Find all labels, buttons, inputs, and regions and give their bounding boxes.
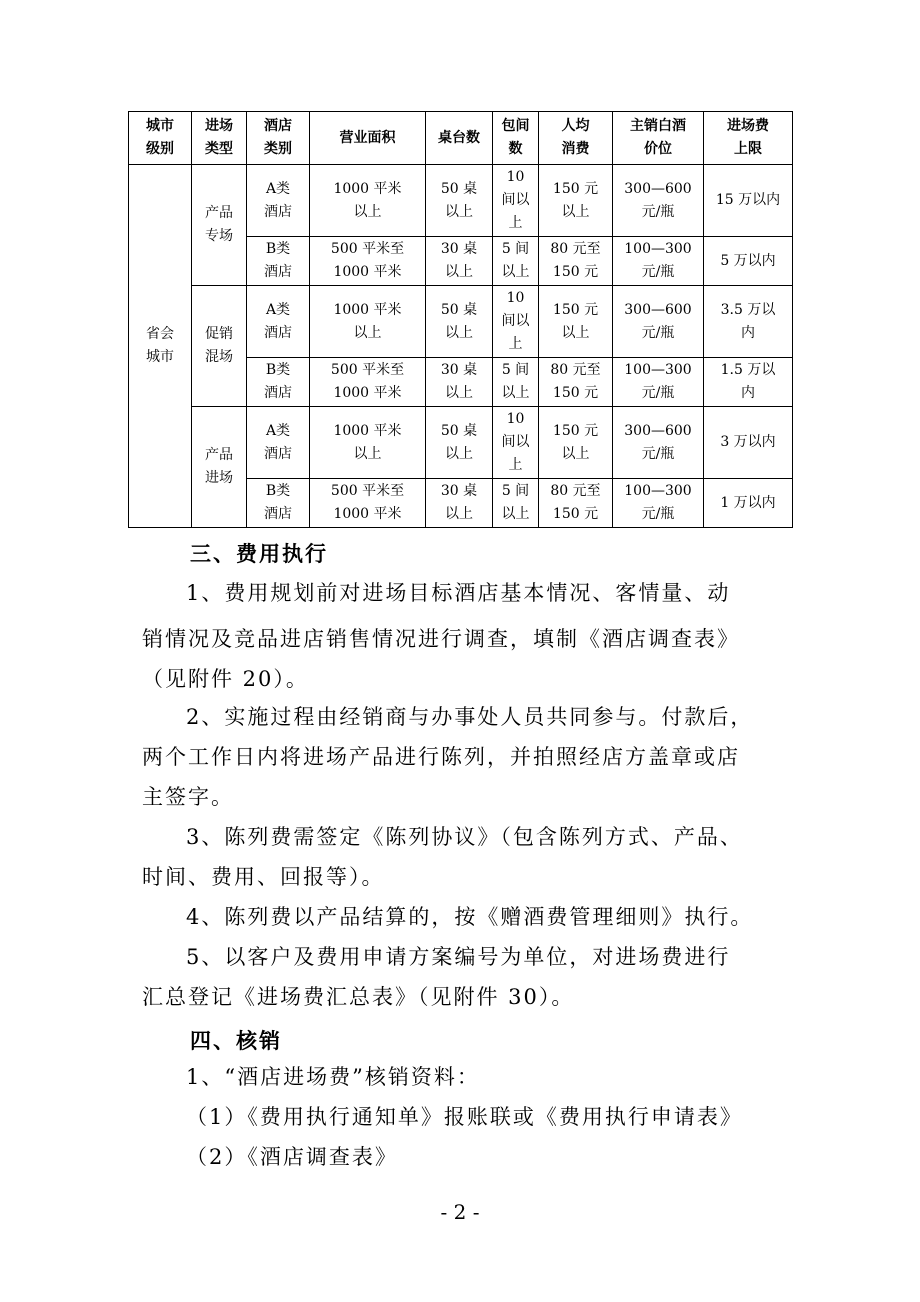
rooms-cell: 5 间 以上 bbox=[493, 237, 539, 286]
paragraph-line: 5、以客户及费用申请方案编号为单位，对进场费进行 bbox=[186, 945, 731, 969]
hotel-category-cell: A类 酒店 bbox=[247, 286, 310, 358]
area-cell: 1000 平米 以上 bbox=[310, 165, 426, 237]
fee-cell: 5 万以内 bbox=[704, 237, 793, 286]
rooms-cell: 5 间 以上 bbox=[493, 479, 539, 528]
spend-cell: 150 元 以上 bbox=[539, 407, 613, 479]
header-per-capita-spend: 人均 消费 bbox=[539, 112, 613, 165]
fee-cell: 3.5 万以 内 bbox=[704, 286, 793, 358]
paragraph-line: 1、费用规划前对进场目标酒店基本情况、客情量、动 bbox=[186, 581, 731, 605]
hotel-category-cell: B类 酒店 bbox=[247, 237, 310, 286]
entry-type-cell: 产品 进场 bbox=[192, 407, 247, 528]
section-3-heading: 三、费用执行 bbox=[190, 542, 328, 566]
hotel-category-cell: B类 酒店 bbox=[247, 358, 310, 407]
paragraph-line: 2、实施过程由经销商与办事处人员共同参与。付款后， bbox=[186, 705, 754, 729]
fee-cell: 15 万以内 bbox=[704, 165, 793, 237]
table-row bbox=[129, 407, 793, 479]
tables-cell: 30 桌 以上 bbox=[426, 479, 493, 528]
price-cell: 100—300 元/瓶 bbox=[613, 358, 704, 407]
price-cell: 300—600 元/瓶 bbox=[613, 407, 704, 479]
header-fee-cap: 进场费 上限 bbox=[704, 112, 793, 165]
spend-cell: 80 元至 150 元 bbox=[539, 358, 613, 407]
hotel-category-cell: A类 酒店 bbox=[247, 165, 310, 237]
fee-cell: 3 万以内 bbox=[704, 407, 793, 479]
tables-cell: 30 桌 以上 bbox=[426, 237, 493, 286]
rooms-cell: 10 间以 上 bbox=[493, 286, 539, 358]
paragraph-line: 时间、费用、回报等）。 bbox=[142, 865, 385, 889]
paragraph-line: （见附件 20）。 bbox=[142, 667, 309, 691]
spend-cell: 80 元至 150 元 bbox=[539, 237, 613, 286]
header-table-count: 桌台数 bbox=[426, 112, 493, 165]
paragraph-line: 汇总登记《进场费汇总表》（见附件 30）。 bbox=[142, 985, 575, 1009]
header-business-area: 营业面积 bbox=[310, 112, 426, 165]
hotel-category-cell: B类 酒店 bbox=[247, 479, 310, 528]
area-cell: 500 平米至 1000 平米 bbox=[310, 358, 426, 407]
area-cell: 1000 平米 以上 bbox=[310, 286, 426, 358]
area-cell: 500 平米至 1000 平米 bbox=[310, 479, 426, 528]
rooms-cell: 5 间 以上 bbox=[493, 358, 539, 407]
header-liquor-price: 主销白酒 价位 bbox=[613, 112, 704, 165]
paragraph-line: （2）《酒店调查表》 bbox=[186, 1145, 398, 1169]
table-row bbox=[129, 286, 793, 358]
paragraph-line: 两个工作日内将进场产品进行陈列，并拍照经店方盖章或店 bbox=[142, 745, 740, 769]
header-city-level: 城市 级别 bbox=[129, 112, 192, 165]
header-private-rooms: 包间 数 bbox=[493, 112, 539, 165]
section-4-heading: 四、核销 bbox=[190, 1029, 282, 1053]
table-row bbox=[129, 165, 793, 237]
city-level-cell: 省会 城市 bbox=[129, 165, 192, 528]
table-header-row bbox=[129, 112, 793, 165]
paragraph-line: 4、陈列费以产品结算的，按《赠酒费管理细则》执行。 bbox=[186, 905, 754, 929]
entry-type-cell: 产品 专场 bbox=[192, 165, 247, 286]
spend-cell: 150 元 以上 bbox=[539, 286, 613, 358]
price-cell: 300—600 元/瓶 bbox=[613, 286, 704, 358]
paragraph-line: 3、陈列费需签定《陈列协议》（包含陈列方式、产品、 bbox=[186, 825, 743, 849]
entry-fee-table bbox=[128, 111, 793, 528]
entry-type-cell: 促销 混场 bbox=[192, 286, 247, 407]
price-cell: 100—300 元/瓶 bbox=[613, 479, 704, 528]
rooms-cell: 10 间以 上 bbox=[493, 165, 539, 237]
area-cell: 500 平米至 1000 平米 bbox=[310, 237, 426, 286]
area-cell: 1000 平米 以上 bbox=[310, 407, 426, 479]
rooms-cell: 10 间以 上 bbox=[493, 407, 539, 479]
hotel-category-cell: A类 酒店 bbox=[247, 407, 310, 479]
page-number: - 2 - bbox=[440, 1200, 480, 1224]
price-cell: 100—300 元/瓶 bbox=[613, 237, 704, 286]
fee-cell: 1 万以内 bbox=[704, 479, 793, 528]
header-entry-type: 进场 类型 bbox=[192, 112, 247, 165]
paragraph-line: 销情况及竞品进店销售情况进行调查，填制《酒店调查表》 bbox=[142, 627, 740, 651]
header-hotel-category: 酒店 类别 bbox=[247, 112, 310, 165]
tables-cell: 30 桌 以上 bbox=[426, 358, 493, 407]
tables-cell: 50 桌 以上 bbox=[426, 286, 493, 358]
paragraph-line: 主签字。 bbox=[142, 785, 234, 809]
price-cell: 300—600 元/瓶 bbox=[613, 165, 704, 237]
paragraph-line: 1、“酒店进场费”核销资料： bbox=[186, 1065, 480, 1089]
paragraph-line: （1）《费用执行通知单》报账联或《费用执行申请表》 bbox=[186, 1105, 743, 1129]
tables-cell: 50 桌 以上 bbox=[426, 407, 493, 479]
tables-cell: 50 桌 以上 bbox=[426, 165, 493, 237]
spend-cell: 150 元 以上 bbox=[539, 165, 613, 237]
fee-cell: 1.5 万以 内 bbox=[704, 358, 793, 407]
spend-cell: 80 元至 150 元 bbox=[539, 479, 613, 528]
